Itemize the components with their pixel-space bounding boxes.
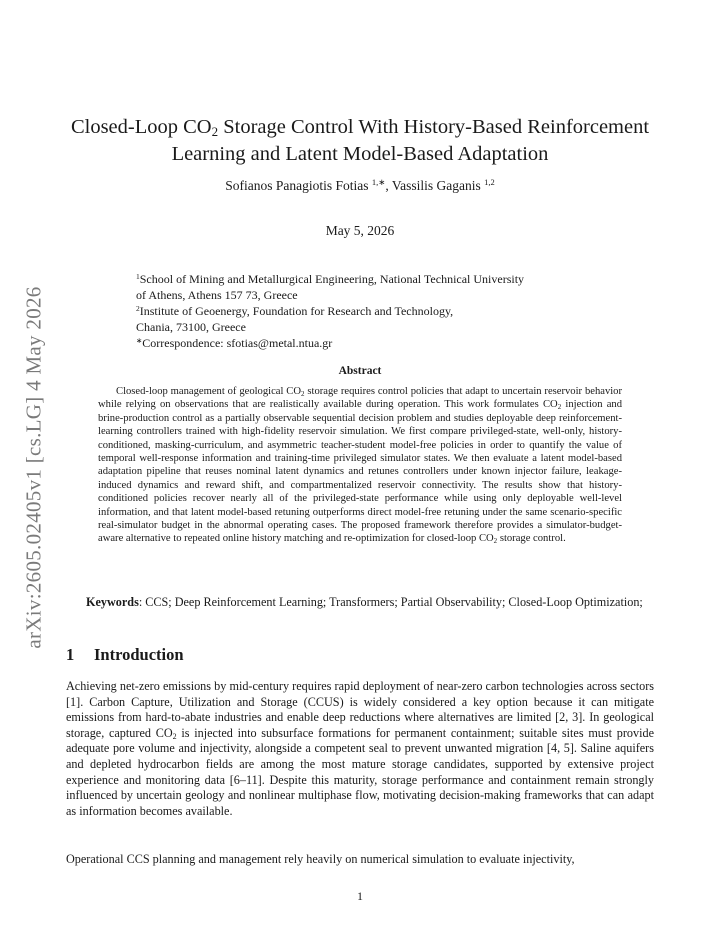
affiliation-mark: 1 <box>136 272 140 281</box>
author-2-name: Vassilis Gaganis <box>391 178 485 193</box>
co2-subscript: 2 <box>493 537 498 546</box>
introduction-paragraph-2: Operational CCS planning and management rely heavily on numerical simulation to evaluate injectivity, <box>66 852 575 866</box>
affiliation-line <box>136 303 616 319</box>
keywords-list: : CCS; Deep Reinforcement Learning; Transformers; Partial Observability; Closed-Loop Optimization; <box>138 595 643 609</box>
section-number: 1 <box>66 645 75 664</box>
title-line1-post: Storage Control With History-Based Reinforcement <box>218 116 650 138</box>
affiliation-line <box>136 319 616 335</box>
introduction-paragraph-1 <box>66 679 654 819</box>
author-2-affiliation-mark: 1,2 <box>484 177 495 187</box>
page-number: 1 <box>357 889 363 903</box>
co2-subscript: 2 <box>557 403 562 412</box>
author-list <box>40 178 680 194</box>
keywords-paragraph <box>66 594 654 610</box>
affiliation-text: of Athens, Athens 157 73, Greece <box>136 288 298 302</box>
section-heading-introduction <box>66 645 184 665</box>
correspondence-text: Correspondence: sfotias@metal.ntua.gr <box>142 336 333 350</box>
co2-subscript: 2 <box>301 390 305 398</box>
affiliation-text: Institute of Geoenergy, Foundation for Research and Technology, <box>139 304 454 318</box>
correspondence-line <box>136 335 616 351</box>
title-line1-pre: Closed-Loop CO <box>70 116 212 138</box>
paper-title <box>40 114 680 168</box>
abstract-text-part: Closed-loop management of geological CO <box>116 386 302 397</box>
co2-subscript: 2 <box>172 731 177 741</box>
abstract-text <box>98 385 622 546</box>
affiliation-mark: 2 <box>136 304 140 313</box>
affiliation-line <box>136 287 616 303</box>
author-1-affiliation-mark: 1,∗ <box>371 177 386 187</box>
affiliation-text: Chania, 73100, Greece <box>136 320 246 334</box>
section-title: Introduction <box>94 645 184 664</box>
arxiv-identifier-text: arXiv:2605.02405v1 [cs.LG] 4 May 2026 <box>21 285 46 649</box>
abstract-text-part: injection and brine-production control as a partially observable sequential decision problem and studies deployable deep reinforcement-learning controllers trained with high-fidelity reservoir simulation. We first compare privileged-state, well-only, history-conditioned, masking-curriculum, and asymmetric teacher-student model-free policies in order to quantify the value of temporal well-response information and training-time privileged simulator states. We then evaluate a latent model-based adaptation pipeline that reuses nominal latent dynamics and retunes controllers under known injector failure, leakage-induced dynamics and reward shift, and compartmentalized reservoir connectivity. The results show that history-conditioned policies recover nearly all of the privileged-state performance while using only deployable well-level information, and that latent model-based retuning outperforms direct model-free retuning under the same scenario-specific real-simulator budget in the abnormal operating cases. The proposed framework therefore provides a simulator-budget-aware alternative to repeated online history matching and re-optimization for closed-loop CO <box>98 399 622 545</box>
title-co2-subscript: 2 <box>211 124 219 139</box>
affiliation-text: School of Mining and Metallurgical Engineering, National Technical University <box>139 272 525 286</box>
arxiv-identifier-stamp <box>14 262 54 672</box>
keywords-label: Keywords <box>86 595 139 609</box>
author-1-name: Sofianos Panagiotis Fotias <box>225 178 372 193</box>
abstract-text-part: storage requires control policies that adapt to uncertain reservoir behavior while relying on observations that are realistically available during operation. This work formulates CO <box>98 386 623 411</box>
title-line2: Learning and Latent Model-Based Adaptation <box>171 143 549 165</box>
correspondence-mark: ∗ <box>136 336 143 345</box>
author-separator: , <box>385 178 392 193</box>
abstract-text-part: storage control. <box>497 533 566 545</box>
abstract-heading: Abstract <box>338 365 382 377</box>
publication-date: May 5, 2026 <box>325 223 395 238</box>
affiliations-block <box>136 271 616 351</box>
affiliation-line <box>136 271 616 287</box>
paragraph-text-part: Achieving net-zero emissions by mid-century requires rapid deployment of near-zero carbon technologies across sectors [1]. Carbon Capture, Utilization and Storage (CCUS) is widely considered a key option because it can mitigate emissions from hard-to-abate industries and enable deep reductions where alternatives are limited [2, 3]. In geological storage, captured CO <box>66 679 654 740</box>
paragraph-text-part: is injected into subsurface formations for permanent containment; suitable sites must provide adequate pore volume and injectivity, alongside a competent seal to prevent unwanted migration [4, 5]. Saline aquifers and depleted hydrocarbon fields are among the most mature storage candidates, supported by extensive project experience and monitoring data [6–11]. Despite this maturity, storage performance and containment remain strongly influenced by uncertain geology and nonlinear multiphase flow, motivating decision-making frameworks that can adapt as information becomes available. <box>66 725 654 818</box>
